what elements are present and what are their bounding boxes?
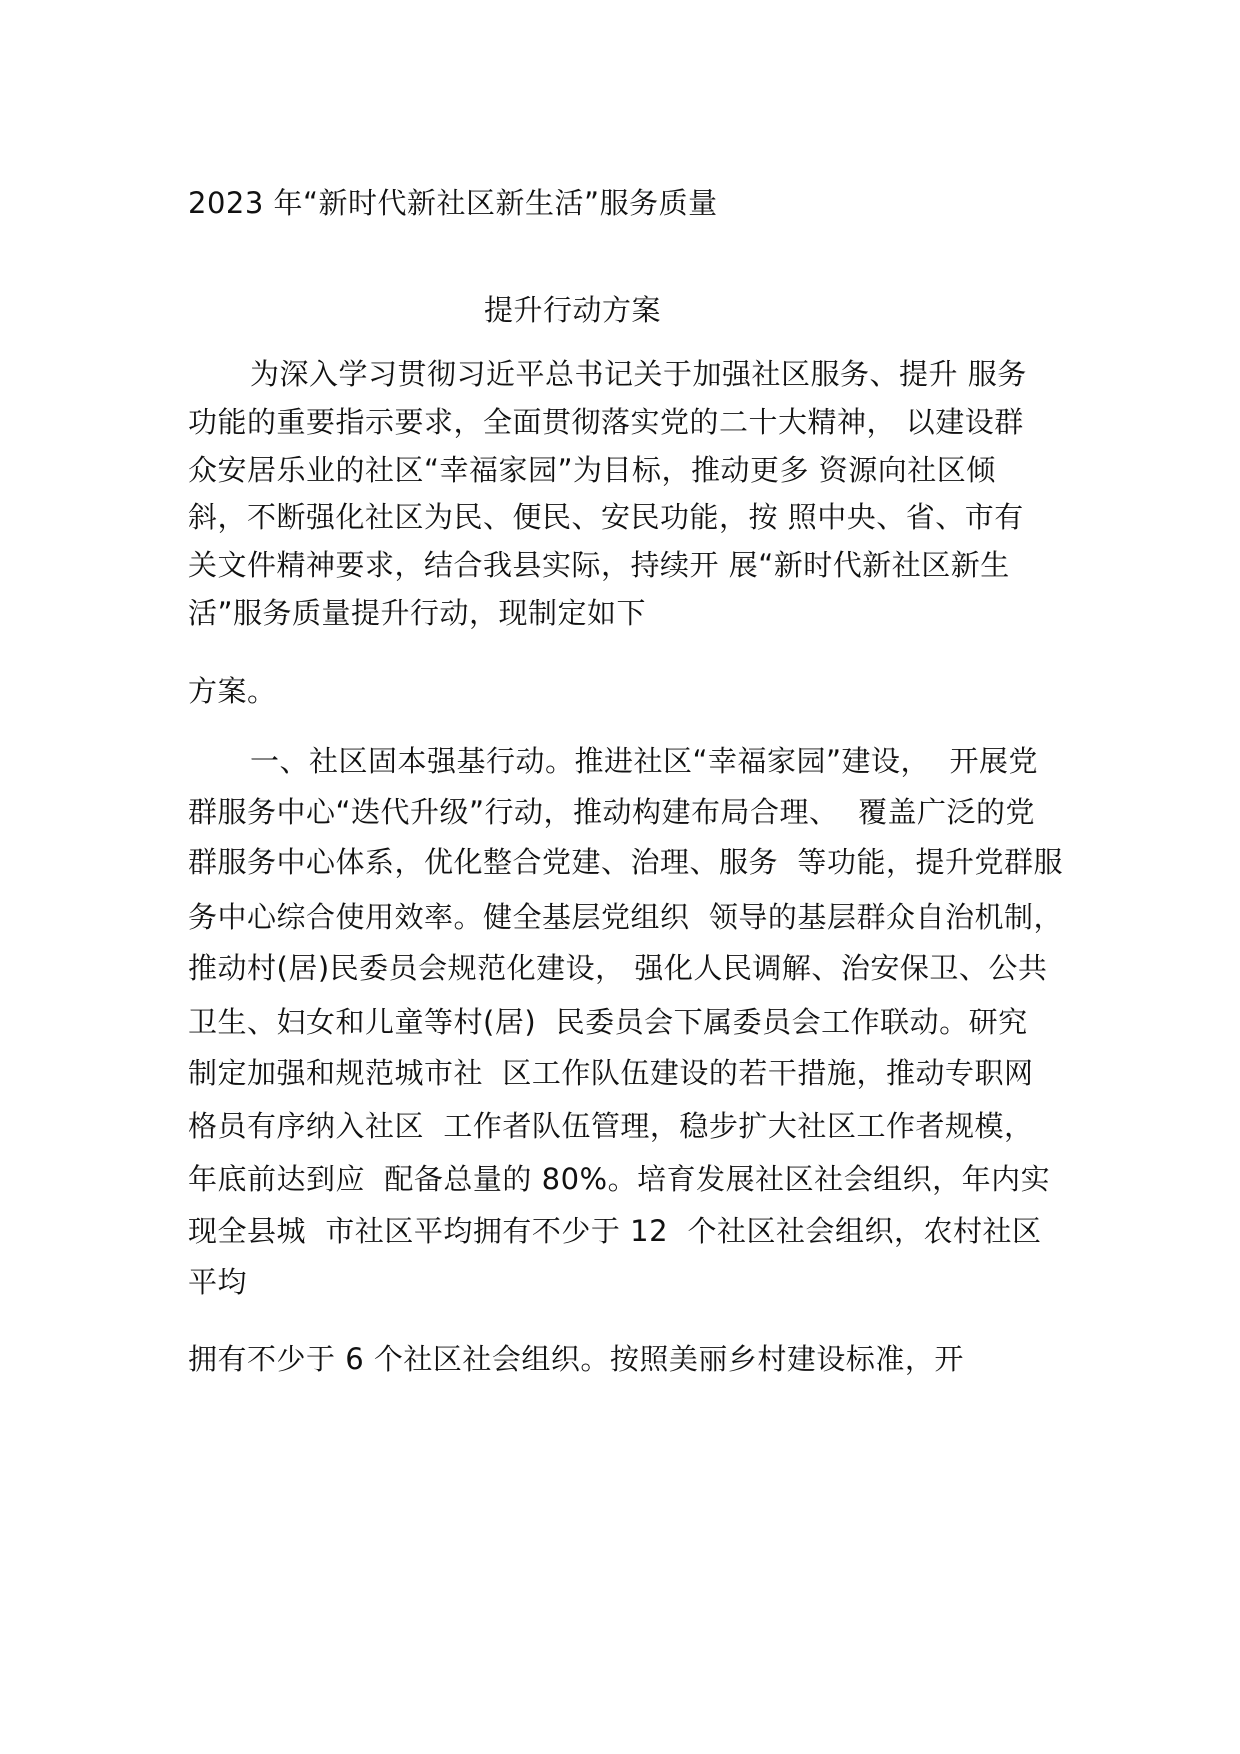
paragraph-line: 平均: [188, 1265, 248, 1299]
paragraph-line: 格员有序纳入社区 工作者队伍管理，稳步扩大社区工作者规模，: [188, 1109, 1034, 1143]
paragraph-line: 方案。: [188, 674, 277, 708]
paragraph-line: 务中心综合使用效率。健全基层党组织 领导的基层群众自治机制，: [188, 900, 1063, 934]
paragraph-line: 斜，不断强化社区为民、便民、安民功能，按 照中央、省、市有: [188, 500, 1024, 534]
paragraph-line: 众安居乐业的社区“幸福家园”为目标，推动更多 资源向社区倾: [188, 453, 996, 487]
paragraph-line: 年底前达到应 配备总量的 80%。培育发展社区社会组织，年内实: [188, 1162, 1051, 1196]
paragraph-line: 群服务中心“迭代升级”行动，推动构建布局合理、 覆盖广泛的党: [188, 795, 1035, 829]
paragraph-line: 制定加强和规范城市社 区工作队伍建设的若干措施，推动专职网: [188, 1056, 1034, 1090]
paragraph-line: 活”服务质量提升行动，现制定如下: [188, 596, 647, 630]
paragraph-line: 推动村(居)民委员会规范化建设， 强化人民调解、治安保卫、公共: [188, 951, 1048, 985]
paragraph-line: 一、社区固本强基行动。推进社区“幸福家园”建设， 开展党: [250, 744, 1038, 778]
paragraph-line: 群服务中心体系，优化整合党建、治理、服务 等功能，提升党群服: [188, 845, 1063, 879]
paragraph-line: 关文件精神要求，结合我县实际，持续开 展“新时代新社区新生: [188, 548, 1010, 582]
paragraph-line: 为深入学习贯彻习近平总书记关于加强社区服务、提升 服务: [250, 357, 1027, 391]
paragraph-line: 功能的重要指示要求，全面贯彻落实党的二十大精神， 以建设群: [188, 405, 1024, 439]
document-title-line1: 2023 年“新时代新社区新生活”服务质量: [188, 186, 718, 220]
paragraph-line: 卫生、妇女和儿童等村(居) 民委员会下属委员会工作联动。研究: [188, 1005, 1028, 1039]
document-title-line2: 提升行动方案: [484, 293, 662, 327]
paragraph-line: 现全县城 市社区平均拥有不少于 12 个社区社会组织，农村社区: [188, 1214, 1042, 1248]
paragraph-line: 拥有不少于 6 个社区社会组织。按照美丽乡村建设标准，开: [188, 1342, 964, 1376]
